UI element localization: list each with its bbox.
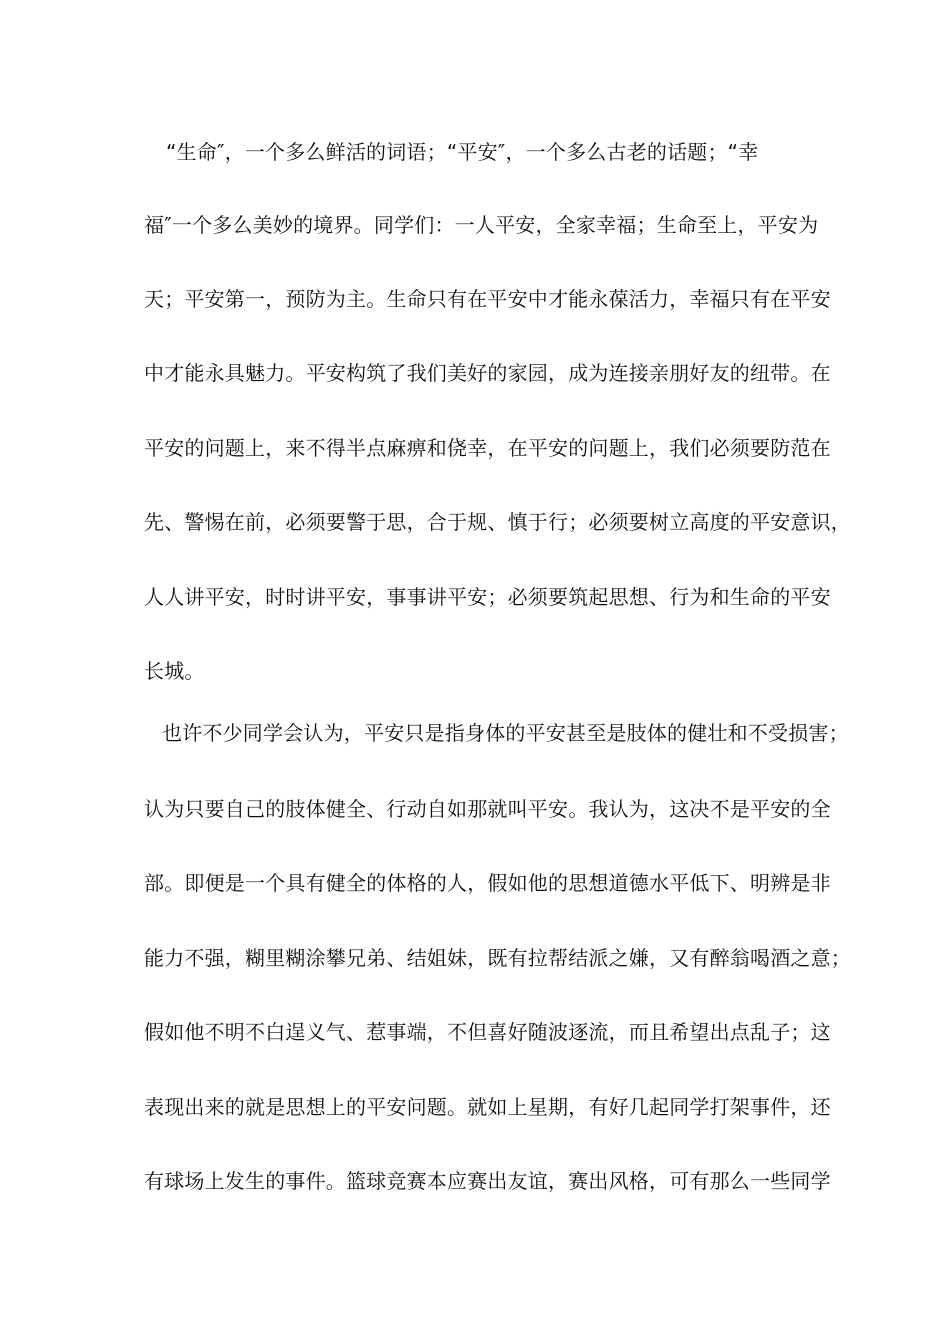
- paragraph-line: 有球场上发生的事件。篮球竞赛本应赛出友谊，赛出风格，可有那么一些同学: [144, 1169, 831, 1193]
- paragraph-line: 先、警惕在前，必须要警于思，合于规、慎于行；必须要树立高度的平安意识，: [144, 510, 851, 534]
- paragraph-line: 表现出来的就是思想上的平安问题。就如上星期，有好几起同学打架事件，还: [144, 1095, 831, 1119]
- paragraph-line: 部。即便是一个具有健全的体格的人，假如他的思想道德水平低下、明辨是非: [144, 871, 831, 895]
- paragraph-line: 能力不强，糊里糊涂攀兄弟、结姐妹，既有拉帮结派之嫌，又有醉翁喝酒之意；: [144, 946, 851, 970]
- paragraph-line: 福″一个多么美妙的境界。同学们：一人平安，全家幸福；生命至上，平安为: [144, 213, 819, 237]
- paragraph-line: “生命″，一个多么鲜活的词语；“平安″，一个多么古老的话题；“幸: [166, 140, 759, 164]
- paragraph-line: 平安的问题上，来不得半点麻痹和侥幸，在平安的问题上，我们必须要防范在: [144, 436, 831, 460]
- paragraph-line: 也许不少同学会认为，平安只是指身体的平安甚至是肢体的健壮和不受损害；: [162, 721, 849, 745]
- paragraph-line: 长城。: [144, 659, 205, 683]
- paragraph-line: 假如他不明不白逞义气、惹事端，不但喜好随波逐流，而且希望出点乱子；这: [144, 1020, 831, 1044]
- paragraph-line: 中才能永具魅力。平安构筑了我们美好的家园，成为连接亲朋好友的纽带。在: [144, 361, 831, 385]
- paragraph-line: 人人讲平安，时时讲平安，事事讲平安；必须要筑起思想、行为和生命的平安: [144, 585, 831, 609]
- paragraph-line: 天；平安第一，预防为主。生命只有在平安中才能永葆活力，幸福只有在平安: [144, 287, 831, 311]
- paragraph-line: 认为只要自己的肢体健全、行动自如那就叫平安。我认为，这决不是平安的全: [144, 797, 831, 821]
